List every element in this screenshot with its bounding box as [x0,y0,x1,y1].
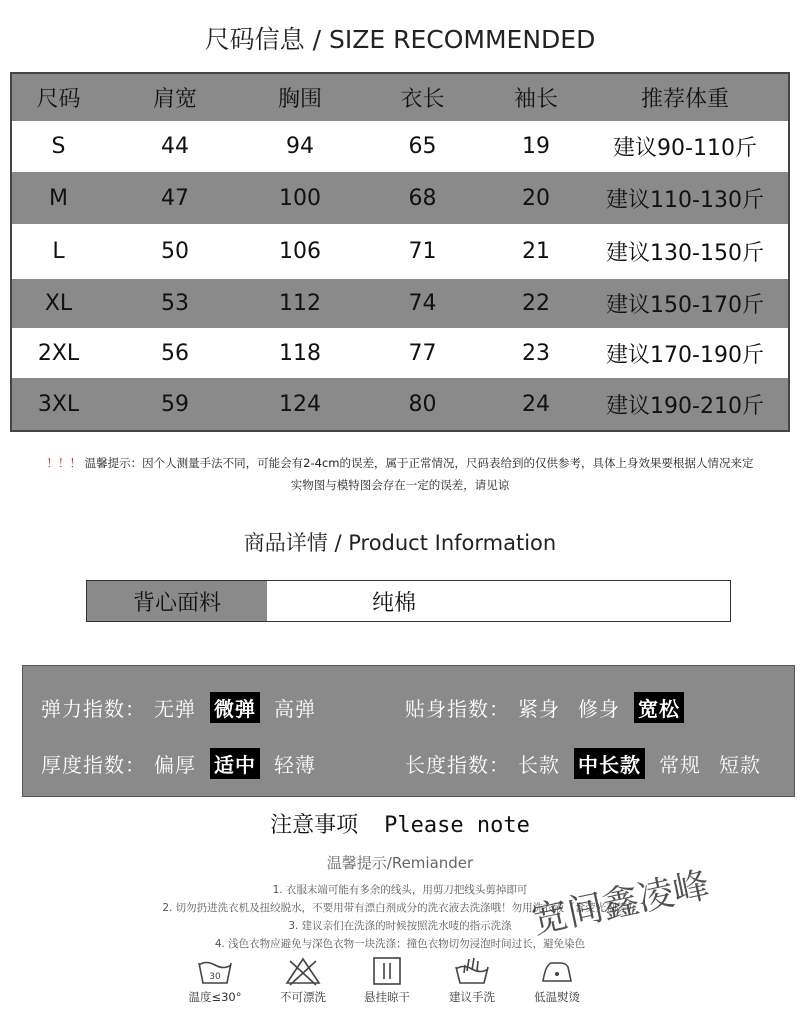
elasticity-option-selected: 微弹 [210,692,260,723]
table-cell: 94 [286,134,314,159]
table-cell: 80 [408,391,437,417]
table-cell: 77 [408,340,437,366]
tip-line: 2. 切勿扔进洗衣机及扭绞脱水，不要用带有漂白剂成分的洗衣液去洗涤哦！勿用洗衣液（含荧光剂等） [162,902,638,914]
thickness-index [41,748,330,779]
care-label: 低温熨烫 [534,990,580,1004]
watermark: 宽间鑫凌峰 [528,864,713,943]
header-cell: 袖长 [513,87,558,112]
note-title [0,808,800,839]
length-index [405,748,775,779]
care-label: 温度≤30° [188,990,242,1004]
table-cell: 47 [161,185,189,211]
size-notice [0,452,800,496]
care-label: 悬挂晾干 [364,990,410,1004]
table-cell: 68 [408,185,437,211]
low-iron-icon [538,955,576,987]
thickness-option: 偏厚 [154,753,196,777]
table-cell: S [51,134,66,159]
table-cell: 50 [161,239,189,264]
notice-text: 温馨提示：因个人测量手法不同，可能会有2-4cm的误差，属于正常情况，尺码表给到的仅供参考，具体上身效果要根据人情况来定 [84,456,754,470]
length-option: 常规 [659,753,701,777]
table-cell: 100 [279,185,321,211]
notice-line-2: 实物图与模特图会存在一定的误差，请见谅 [290,478,510,492]
fit-option-selected: 宽松 [634,692,684,723]
table-cell: 118 [279,340,321,366]
table-cell: 44 [161,134,189,159]
note-title-cn: 注意事项 [270,813,359,838]
wash-30-icon [196,955,234,987]
fit-option: 紧身 [518,697,560,721]
fit-option: 修身 [578,697,620,721]
table-row [12,121,788,172]
index-panel [22,665,795,797]
table-cell: 112 [279,291,321,316]
length-option: 长款 [518,753,560,777]
elasticity-index [41,692,330,723]
table-cell: 20 [522,185,550,211]
header-cell: 胸围 [277,87,322,112]
table-cell: 106 [279,239,321,264]
product-section-title: 商品详情 / Product Information [243,531,557,555]
size-table [10,72,790,432]
reminder-title: 温馨提示/Remiander [326,854,474,872]
table-header-row [12,74,788,121]
table-row [12,172,788,224]
header-cell: 尺码 [36,87,81,112]
care-item [437,955,507,1005]
table-cell: 24 [522,391,550,417]
elasticity-option: 无弹 [154,697,196,721]
size-section-title: 尺码信息 / SIZE RECOMMENDED [204,25,596,54]
thickness-option-selected: 适中 [210,748,260,779]
length-option-selected: 中长款 [574,748,645,779]
table-row [12,224,788,279]
table-cell: 71 [408,239,437,264]
table-cell: 建议150-170斤 [606,293,764,318]
table-cell: 建议130-150斤 [606,241,764,266]
fabric-value: 纯棉 [267,581,730,621]
table-cell: 65 [408,134,437,159]
header-cell: 推荐体重 [640,87,729,112]
table-cell: 建议190-210斤 [606,393,764,419]
header-cell: 肩宽 [152,87,197,112]
table-cell: 124 [279,391,321,417]
table-row [12,378,788,430]
fabric-label: 背心面料 [87,581,267,621]
tip-line: 1. 衣服末端可能有多余的线头，用剪刀把线头剪掉即可 [272,884,528,896]
table-cell: 建议110-130斤 [606,187,764,213]
header-cell: 衣长 [400,87,445,112]
fit-index [405,692,694,723]
care-item [268,955,338,1005]
no-bleach-icon [284,955,322,987]
notice-line-1 [0,452,800,474]
thickness-option: 轻薄 [274,753,316,777]
table-cell: 53 [161,291,189,316]
table-row [12,279,788,328]
care-item [180,955,250,1005]
table-cell: 21 [522,239,550,264]
care-label: 建议手洗 [449,990,495,1004]
table-cell: 74 [408,291,437,316]
tip-line: 3. 建议亲们在洗涤的时候按照洗水唛的指示洗涤 [288,920,512,932]
table-cell: XL [44,291,73,316]
length-option: 短款 [719,753,761,777]
table-row [12,328,788,378]
care-item [522,955,592,1005]
table-cell: 56 [161,340,189,366]
table-cell: 建议170-190斤 [606,342,764,368]
elasticity-option: 高弹 [274,697,316,721]
length-label: 长度指数： [405,753,510,777]
tip-line: 4. 浅色衣物应避免与深色衣物一块洗涤；撞色衣物切勿浸泡时间过长，避免染色 [214,938,586,950]
table-cell: 59 [161,391,189,417]
fabric-row [86,580,731,622]
table-cell: 19 [522,134,550,159]
thickness-label: 厚度指数： [41,753,146,777]
table-cell: 2XL [37,340,80,366]
table-cell: 建议90-110斤 [613,136,757,161]
fit-label: 贴身指数： [405,697,510,721]
table-cell: 22 [522,291,550,316]
hang-dry-icon [368,955,406,987]
care-item [352,955,422,1005]
table-cell: L [52,239,65,264]
hand-wash-icon [453,955,491,987]
elasticity-label: 弹力指数： [41,697,146,721]
table-cell: M [49,185,68,211]
svg-text:30: 30 [209,972,221,982]
care-label: 不可漂洗 [280,990,326,1004]
table-cell: 23 [522,340,550,366]
alert-marks: ！！！ [46,456,82,470]
note-title-en: Please note [384,813,530,838]
table-cell: 3XL [37,391,80,417]
